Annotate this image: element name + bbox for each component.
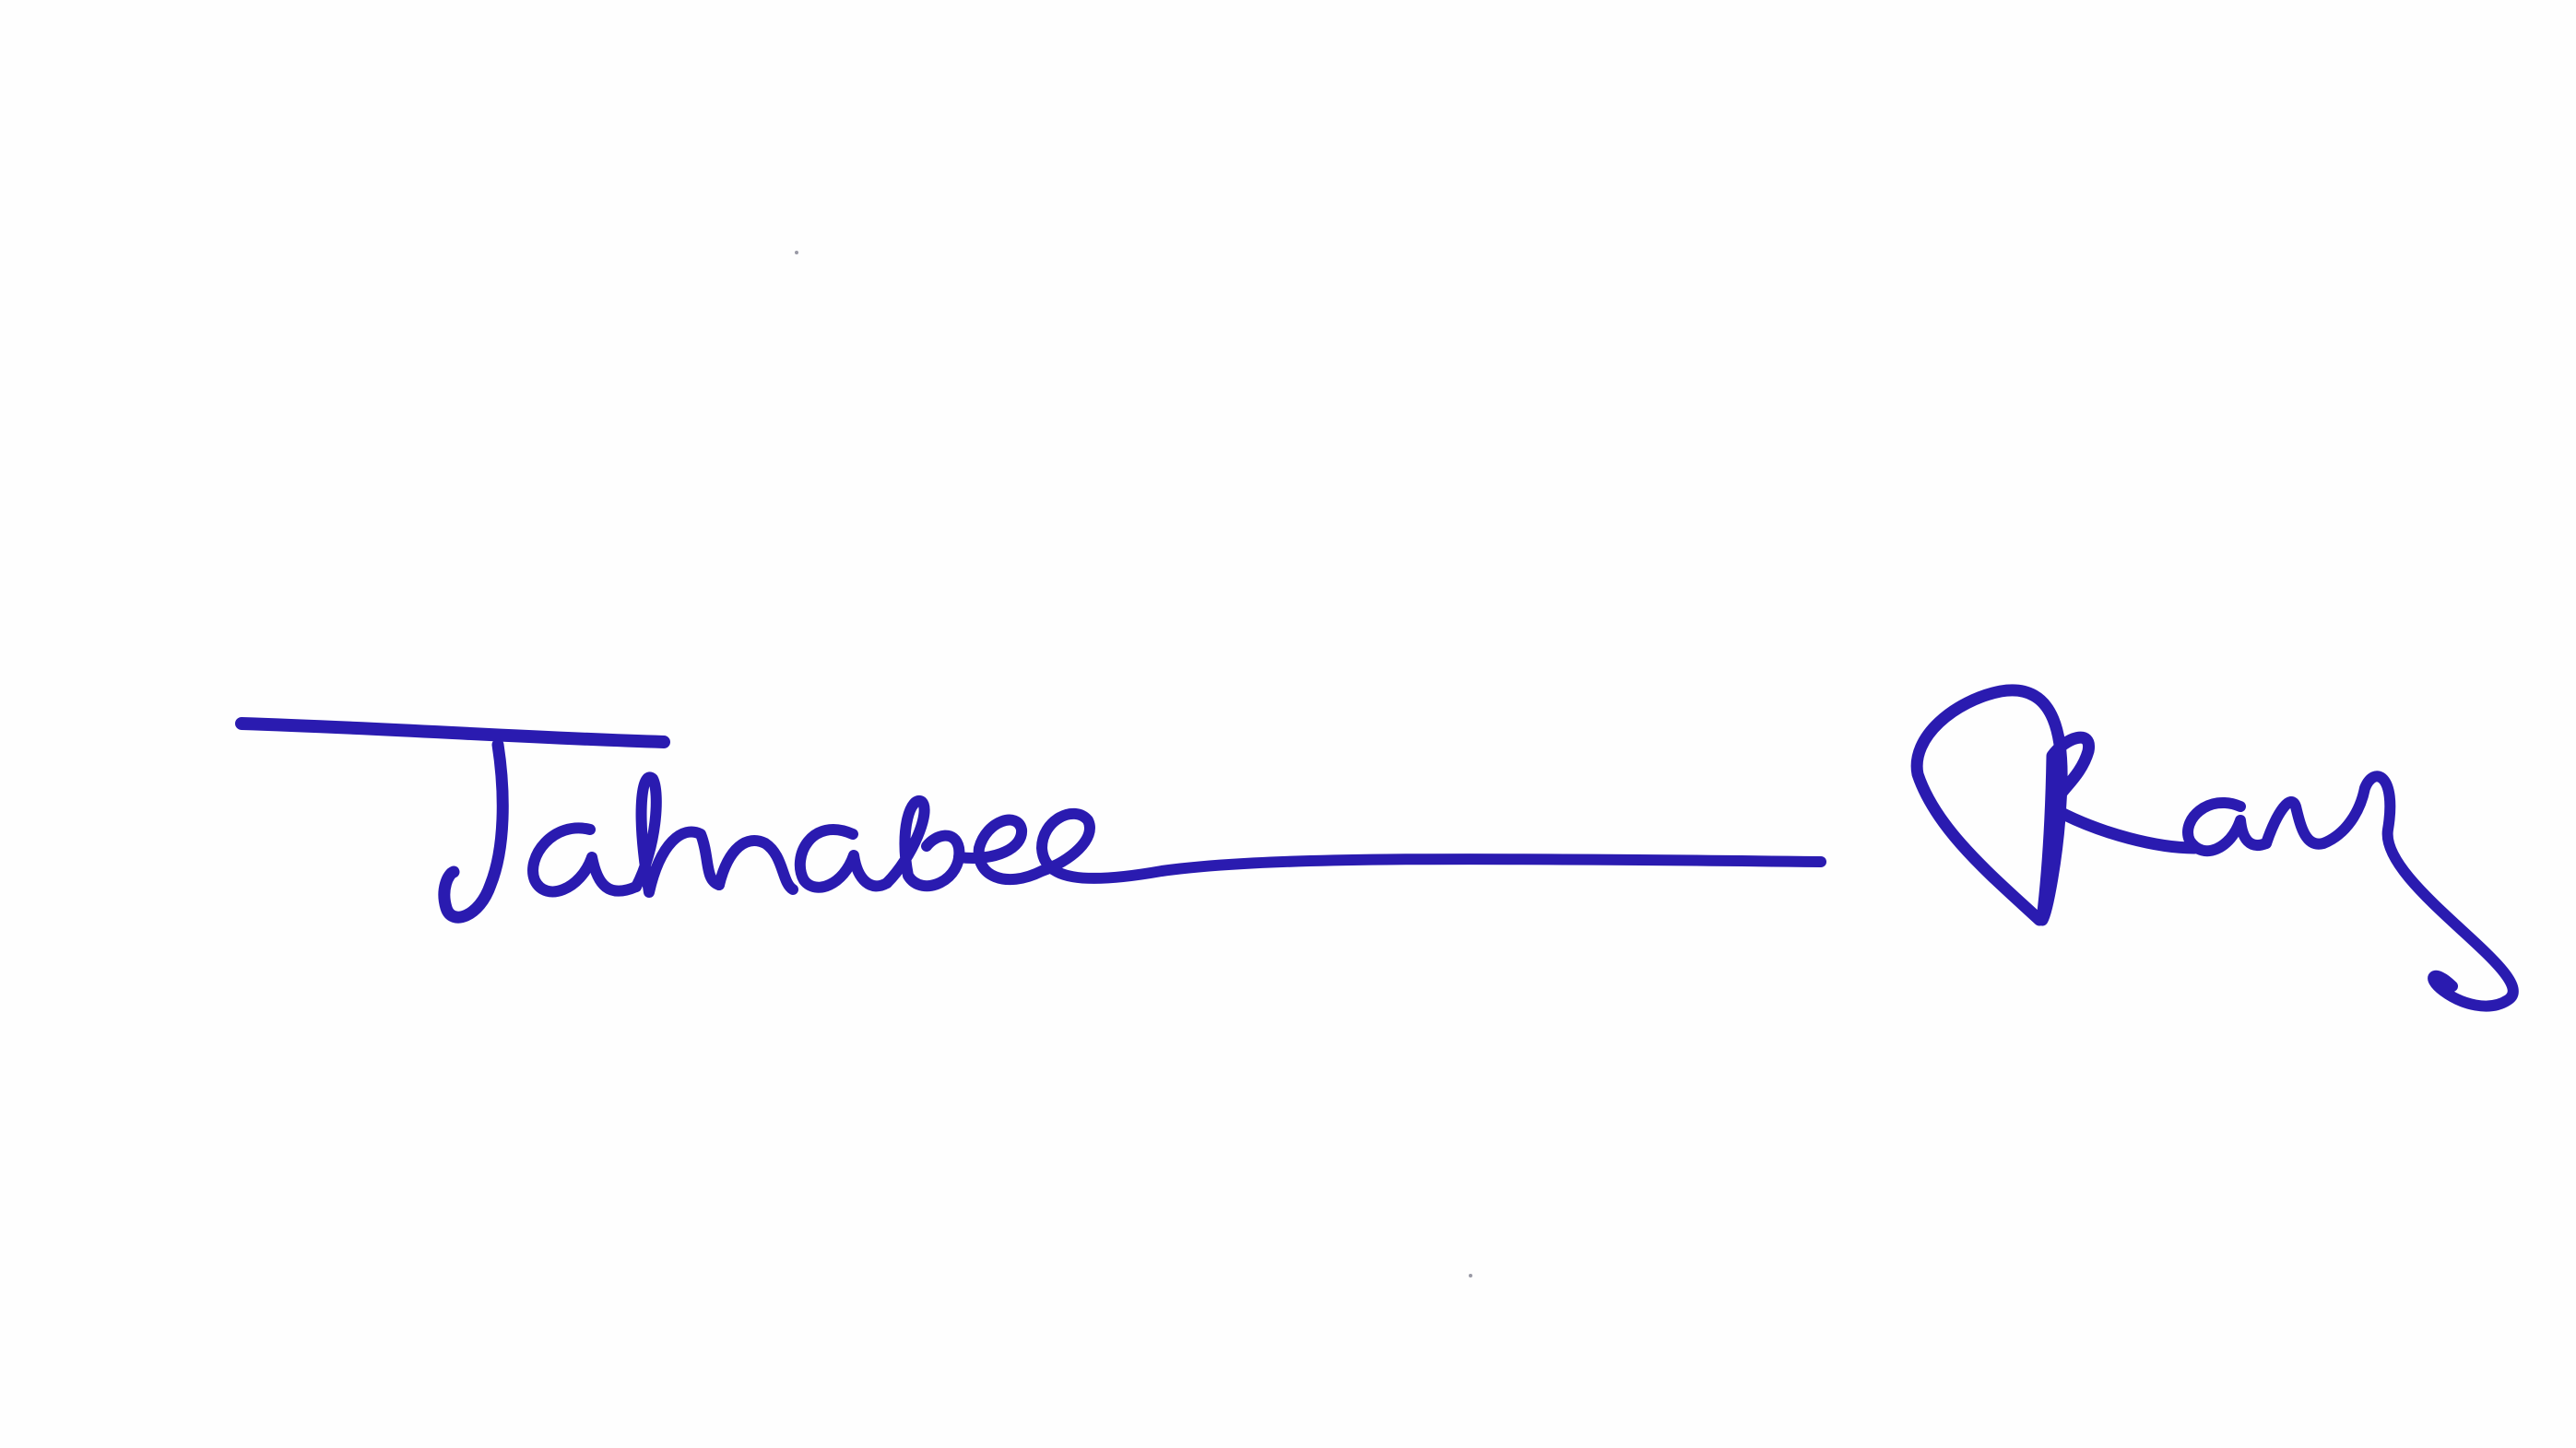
signature-stroke-a3: [2188, 803, 2266, 851]
signature-stroke-b: [887, 801, 959, 886]
signature-stroke-y: [2266, 776, 2513, 1006]
signature-stroke-n: [719, 841, 793, 889]
signature-stroke-t-stem: [444, 745, 502, 917]
signature-stroke-ee: [959, 814, 1821, 879]
signature-stroke-r: [1917, 690, 2194, 920]
signature-stroke-t-bar: [242, 724, 664, 742]
signature-stroke-a2: [800, 830, 887, 888]
signature-stroke-h: [636, 777, 719, 892]
signature-stroke-a1: [533, 828, 636, 891]
